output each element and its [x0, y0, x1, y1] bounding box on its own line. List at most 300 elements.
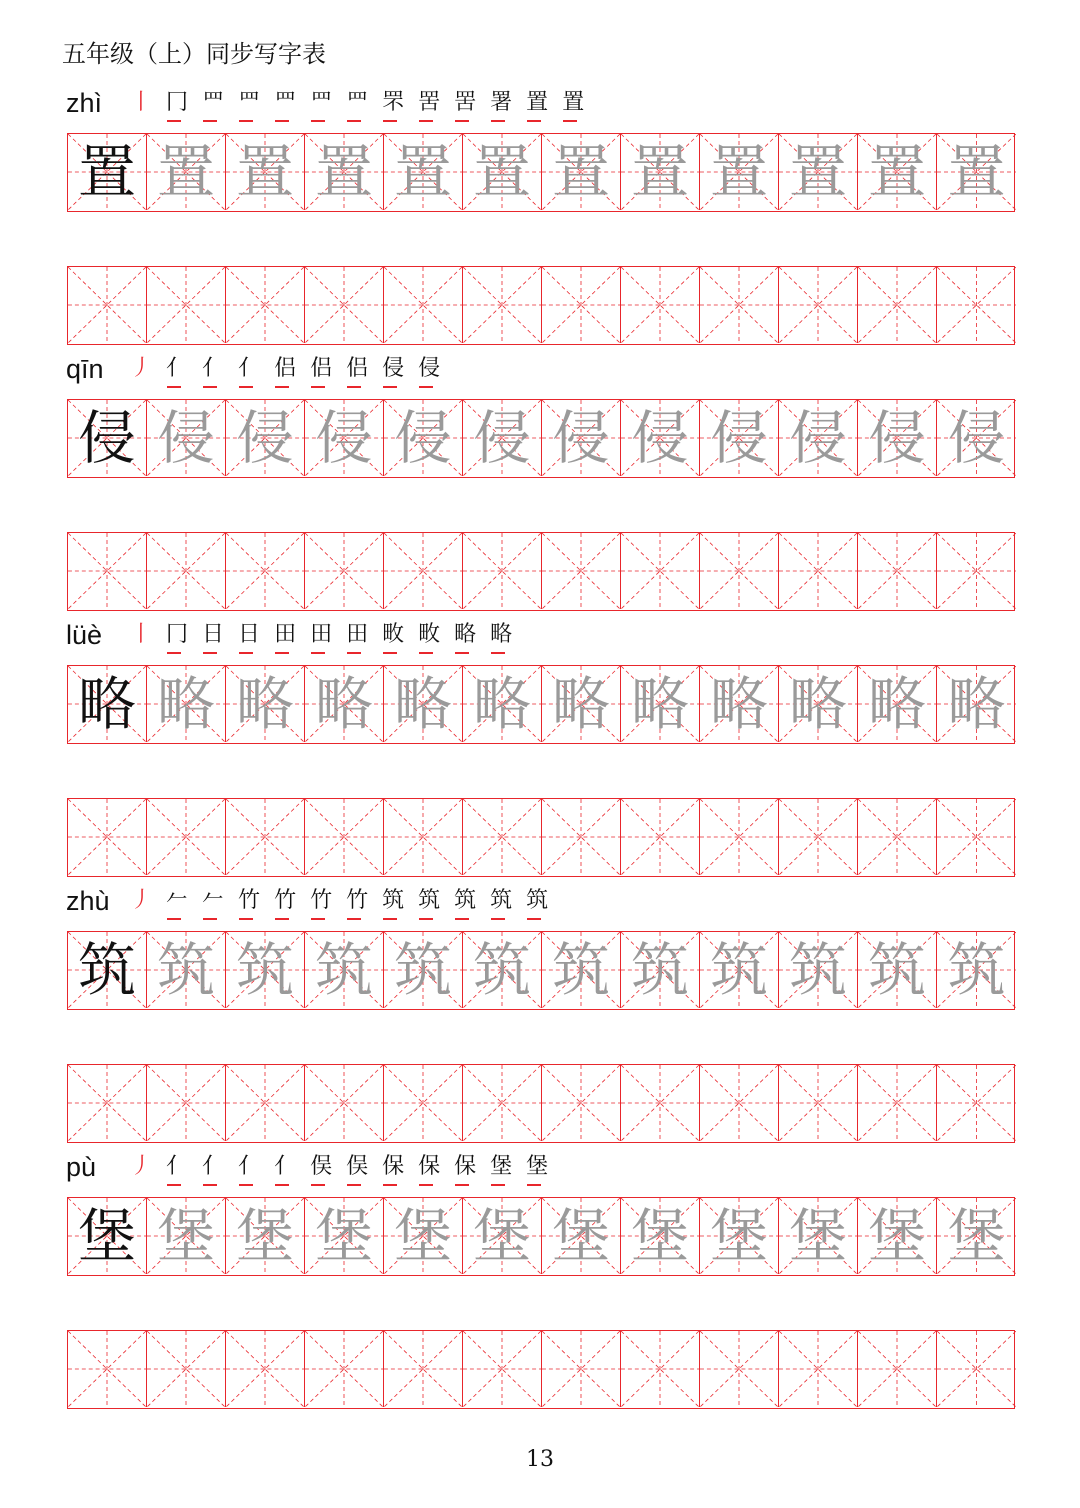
trace-character: 置 [472, 138, 531, 206]
stroke-step: 罒 [200, 88, 226, 124]
practice-cell[interactable] [542, 533, 621, 609]
practice-cell[interactable] [147, 533, 226, 609]
practice-cell[interactable] [226, 267, 305, 343]
trace-cell[interactable] [226, 1198, 305, 1274]
trace-cell[interactable] [226, 932, 305, 1008]
trace-cell[interactable] [779, 1198, 858, 1274]
trace-cell[interactable] [226, 666, 305, 742]
trace-character: 略 [393, 670, 452, 738]
trace-cell[interactable] [147, 666, 226, 742]
mizige-guide-icon [621, 267, 699, 343]
trace-grid-row [67, 133, 1015, 212]
trace-cell[interactable] [542, 666, 621, 742]
trace-character: 略 [947, 670, 1006, 738]
mizige-guide-icon [779, 533, 857, 609]
practice-cell[interactable] [621, 267, 700, 343]
stroke-step: 置 [560, 88, 586, 124]
mizige-guide-icon [937, 1331, 1016, 1407]
practice-cell[interactable] [226, 1331, 305, 1407]
practice-cell[interactable] [621, 1065, 700, 1141]
practice-cell[interactable] [542, 267, 621, 343]
mizige-guide-icon [621, 1331, 699, 1407]
stroke-step: 丿 [130, 888, 153, 913]
practice-cell[interactable] [700, 1065, 779, 1141]
trace-cell[interactable] [621, 400, 700, 476]
trace-character: 置 [551, 138, 610, 206]
trace-character: 筑 [393, 936, 452, 1004]
stroke-step: 丨 [130, 90, 153, 115]
practice-cell[interactable] [937, 1065, 1016, 1141]
trace-character: 筑 [156, 936, 215, 1004]
mizige-guide-icon [779, 267, 857, 343]
mizige-guide-icon [147, 533, 225, 609]
practice-grid-row [67, 798, 1015, 877]
trace-character: 置 [788, 138, 847, 206]
trace-cell[interactable] [937, 400, 1016, 476]
mizige-guide-icon [384, 533, 462, 609]
trace-cell[interactable] [937, 1198, 1016, 1274]
stroke-step: 日 [200, 620, 226, 656]
trace-character: 略 [551, 670, 610, 738]
mizige-guide-icon [700, 1331, 778, 1407]
trace-cell[interactable] [305, 932, 384, 1008]
mizige-guide-icon [858, 1331, 936, 1407]
trace-character: 置 [235, 138, 294, 206]
trace-character: 筑 [709, 936, 768, 1004]
practice-cell[interactable] [621, 1331, 700, 1407]
practice-cell[interactable] [621, 799, 700, 875]
stroke-step: 罒 [236, 88, 262, 124]
practice-cell[interactable] [68, 533, 147, 609]
trace-cell[interactable] [384, 400, 463, 476]
stroke-step: 保 [380, 1152, 406, 1188]
mizige-guide-icon [305, 799, 383, 875]
practice-cell[interactable] [463, 1065, 542, 1141]
stroke-step: 罒 [344, 88, 370, 124]
practice-cell[interactable] [384, 1065, 463, 1141]
trace-character: 侵 [156, 404, 215, 472]
practice-cell[interactable] [779, 1065, 858, 1141]
practice-cell[interactable] [700, 1331, 779, 1407]
trace-cell[interactable] [226, 134, 305, 210]
trace-character: 筑 [314, 936, 373, 1004]
trace-cell[interactable] [858, 666, 937, 742]
stroke-step: 畋 [416, 620, 442, 656]
mizige-guide-icon [384, 1331, 462, 1407]
trace-cell[interactable] [779, 134, 858, 210]
trace-cell[interactable] [700, 932, 779, 1008]
trace-cell[interactable] [858, 932, 937, 1008]
mizige-guide-icon [147, 799, 225, 875]
practice-cell[interactable] [68, 799, 147, 875]
practice-cell[interactable] [305, 1065, 384, 1141]
practice-cell[interactable] [937, 267, 1016, 343]
practice-cell[interactable] [226, 799, 305, 875]
trace-character: 侵 [947, 404, 1006, 472]
mizige-guide-icon [226, 799, 304, 875]
mizige-guide-icon [226, 267, 304, 343]
trace-character: 筑 [551, 936, 610, 1004]
practice-cell[interactable] [858, 799, 937, 875]
trace-cell[interactable] [384, 666, 463, 742]
practice-cell[interactable] [305, 533, 384, 609]
trace-character: 堡 [630, 1202, 689, 1270]
practice-cell[interactable] [463, 267, 542, 343]
stroke-step: 筑 [416, 886, 442, 922]
mizige-guide-icon [305, 533, 383, 609]
mizige-guide-icon [700, 267, 778, 343]
stroke-step: 罒 [308, 88, 334, 124]
mizige-guide-icon [68, 1065, 146, 1141]
mizige-guide-icon [621, 799, 699, 875]
mizige-guide-icon [700, 1065, 778, 1141]
practice-grid-row [67, 532, 1015, 611]
trace-cell[interactable] [463, 666, 542, 742]
practice-cell[interactable] [858, 533, 937, 609]
trace-character: 堡 [235, 1202, 294, 1270]
stroke-step: 丿 [130, 1154, 153, 1179]
trace-cell[interactable] [542, 1198, 621, 1274]
trace-cell[interactable] [147, 400, 226, 476]
practice-cell[interactable] [305, 799, 384, 875]
stroke-step: 冂 [164, 620, 190, 656]
practice-cell[interactable] [700, 267, 779, 343]
trace-cell[interactable] [384, 1198, 463, 1274]
practice-cell[interactable] [858, 1065, 937, 1141]
mizige-guide-icon [542, 267, 620, 343]
mizige-guide-icon [700, 533, 778, 609]
practice-cell[interactable] [621, 533, 700, 609]
trace-character: 置 [947, 138, 1006, 206]
practice-cell[interactable] [147, 1331, 226, 1407]
stroke-step: 竹 [272, 886, 298, 922]
trace-cell[interactable] [384, 932, 463, 1008]
trace-cell[interactable] [147, 932, 226, 1008]
practice-cell[interactable] [384, 533, 463, 609]
stroke-step: 侵 [416, 354, 442, 390]
mizige-guide-icon [384, 799, 462, 875]
trace-grid-row [67, 665, 1015, 744]
trace-character: 筑 [867, 936, 926, 1004]
stroke-order [128, 886, 550, 922]
practice-cell[interactable] [937, 533, 1016, 609]
practice-cell[interactable] [779, 533, 858, 609]
mizige-guide-icon [937, 267, 1016, 343]
practice-cell[interactable] [147, 799, 226, 875]
trace-cell[interactable] [463, 134, 542, 210]
trace-character: 置 [867, 138, 926, 206]
stroke-step: 署 [488, 88, 514, 124]
stroke-step: 筑 [452, 886, 478, 922]
trace-character: 置 [630, 138, 689, 206]
trace-character: 略 [314, 670, 373, 738]
mizige-guide-icon [463, 267, 541, 343]
pinyin-label: lüè [66, 620, 103, 650]
stroke-step: 亻 [200, 354, 226, 390]
mizige-guide-icon [700, 799, 778, 875]
trace-character: 堡 [947, 1202, 1006, 1270]
stroke-step: 日 [236, 620, 262, 656]
trace-cell[interactable] [858, 134, 937, 210]
stroke-step: 略 [488, 620, 514, 656]
stroke-step: 竹 [344, 886, 370, 922]
practice-cell[interactable] [937, 799, 1016, 875]
trace-character: 筑 [472, 936, 531, 1004]
trace-cell[interactable] [937, 666, 1016, 742]
model-cell[interactable] [68, 1198, 147, 1274]
practice-cell[interactable] [937, 1331, 1016, 1407]
trace-cell[interactable] [305, 134, 384, 210]
trace-cell[interactable] [779, 666, 858, 742]
model-cell[interactable] [68, 134, 147, 210]
practice-cell[interactable] [542, 1331, 621, 1407]
trace-character: 堡 [788, 1202, 847, 1270]
trace-cell[interactable] [226, 400, 305, 476]
stroke-step: 侣 [308, 354, 334, 390]
trace-cell[interactable] [621, 1198, 700, 1274]
mizige-guide-icon [858, 267, 936, 343]
practice-cell[interactable] [305, 267, 384, 343]
practice-cell[interactable] [858, 267, 937, 343]
trace-cell[interactable] [463, 400, 542, 476]
stroke-step: 俣 [344, 1152, 370, 1188]
mizige-guide-icon [542, 1065, 620, 1141]
practice-cell[interactable] [542, 1065, 621, 1141]
mizige-guide-icon [68, 533, 146, 609]
stroke-step: 罘 [380, 88, 406, 124]
stroke-step: 保 [452, 1152, 478, 1188]
mizige-guide-icon [779, 1331, 857, 1407]
stroke-step: 冂 [164, 88, 190, 124]
mizige-guide-icon [621, 1065, 699, 1141]
stroke-step: 罟 [452, 88, 478, 124]
practice-cell[interactable] [463, 1331, 542, 1407]
stroke-step: 略 [452, 620, 478, 656]
trace-character: 略 [788, 670, 847, 738]
trace-cell[interactable] [700, 666, 779, 742]
mizige-guide-icon [779, 799, 857, 875]
trace-character: 堡 [709, 1202, 768, 1270]
trace-character: 堡 [551, 1202, 610, 1270]
stroke-step: 亻 [272, 1152, 298, 1188]
model-cell[interactable] [68, 400, 147, 476]
practice-cell[interactable] [147, 1065, 226, 1141]
mizige-guide-icon [937, 533, 1016, 609]
trace-cell[interactable] [621, 134, 700, 210]
stroke-order [128, 354, 442, 390]
trace-character: 侵 [393, 404, 452, 472]
stroke-step: 丿 [130, 356, 153, 381]
trace-cell[interactable] [463, 1198, 542, 1274]
trace-character: 略 [156, 670, 215, 738]
stroke-step: 堡 [524, 1152, 550, 1188]
trace-character: 堡 [867, 1202, 926, 1270]
trace-cell[interactable] [305, 666, 384, 742]
stroke-step: 筑 [488, 886, 514, 922]
trace-grid-row [67, 399, 1015, 478]
trace-cell[interactable] [700, 1198, 779, 1274]
trace-character: 堡 [393, 1202, 452, 1270]
trace-character: 置 [393, 138, 452, 206]
trace-character: 侵 [235, 404, 294, 472]
character-section [0, 354, 1080, 614]
model-cell[interactable] [68, 666, 147, 742]
trace-cell[interactable] [937, 134, 1016, 210]
mizige-guide-icon [147, 1331, 225, 1407]
trace-character: 略 [235, 670, 294, 738]
stroke-step: 丨 [130, 622, 153, 647]
pinyin-label: qīn [66, 354, 104, 384]
mizige-guide-icon [305, 1331, 383, 1407]
stroke-step: 竹 [308, 886, 334, 922]
trace-grid-row [67, 931, 1015, 1010]
stroke-step: 筑 [380, 886, 406, 922]
practice-cell[interactable] [779, 267, 858, 343]
stroke-step: 田 [272, 620, 298, 656]
stroke-step: 𠂉 [200, 886, 226, 922]
model-character: 筑 [77, 936, 136, 1004]
mizige-guide-icon [305, 267, 383, 343]
page-title: 五年级（上）同步写字表 [62, 40, 326, 68]
trace-character: 筑 [947, 936, 1006, 1004]
practice-cell[interactable] [779, 799, 858, 875]
model-cell[interactable] [68, 932, 147, 1008]
stroke-step: 亻 [164, 354, 190, 390]
trace-cell[interactable] [700, 400, 779, 476]
trace-character: 置 [314, 138, 373, 206]
practice-cell[interactable] [779, 1331, 858, 1407]
stroke-step: 亻 [236, 354, 262, 390]
mizige-guide-icon [542, 1331, 620, 1407]
practice-cell[interactable] [384, 267, 463, 343]
trace-cell[interactable] [937, 932, 1016, 1008]
stroke-step: 罒 [272, 88, 298, 124]
stroke-step: 侣 [344, 354, 370, 390]
practice-cell[interactable] [463, 533, 542, 609]
stroke-order [128, 620, 514, 656]
trace-character: 侵 [472, 404, 531, 472]
stroke-step: 保 [416, 1152, 442, 1188]
trace-character: 侵 [867, 404, 926, 472]
practice-cell[interactable] [858, 1331, 937, 1407]
stroke-step: 置 [524, 88, 550, 124]
mizige-guide-icon [542, 533, 620, 609]
trace-cell[interactable] [542, 400, 621, 476]
stroke-step: 畋 [380, 620, 406, 656]
practice-cell[interactable] [226, 1065, 305, 1141]
stroke-step: 堡 [488, 1152, 514, 1188]
practice-cell[interactable] [305, 1331, 384, 1407]
pinyin-label: zhì [66, 88, 103, 118]
practice-cell[interactable] [384, 1331, 463, 1407]
practice-cell[interactable] [700, 799, 779, 875]
practice-cell[interactable] [68, 1065, 147, 1141]
trace-cell[interactable] [147, 1198, 226, 1274]
trace-cell[interactable] [463, 932, 542, 1008]
mizige-guide-icon [463, 799, 541, 875]
trace-character: 筑 [235, 936, 294, 1004]
trace-character: 堡 [156, 1202, 215, 1270]
mizige-guide-icon [463, 533, 541, 609]
practice-cell[interactable] [226, 533, 305, 609]
stroke-step: 亻 [236, 1152, 262, 1188]
mizige-guide-icon [68, 267, 146, 343]
trace-cell[interactable] [858, 1198, 937, 1274]
character-section [0, 886, 1080, 1146]
trace-cell[interactable] [621, 666, 700, 742]
stroke-order [128, 1152, 550, 1188]
trace-cell[interactable] [700, 134, 779, 210]
practice-cell[interactable] [384, 799, 463, 875]
trace-character: 侵 [551, 404, 610, 472]
trace-character: 置 [156, 138, 215, 206]
trace-cell[interactable] [542, 134, 621, 210]
trace-cell[interactable] [779, 400, 858, 476]
practice-grid-row [67, 266, 1015, 345]
mizige-guide-icon [147, 1065, 225, 1141]
mizige-guide-icon [463, 1331, 541, 1407]
trace-character: 略 [630, 670, 689, 738]
character-section [0, 1152, 1080, 1412]
trace-character: 堡 [314, 1202, 373, 1270]
trace-cell[interactable] [147, 134, 226, 210]
practice-cell[interactable] [68, 267, 147, 343]
practice-cell[interactable] [542, 799, 621, 875]
mizige-guide-icon [68, 1331, 146, 1407]
trace-cell[interactable] [384, 134, 463, 210]
practice-cell[interactable] [463, 799, 542, 875]
trace-cell[interactable] [542, 932, 621, 1008]
stroke-step: 俣 [308, 1152, 334, 1188]
mizige-guide-icon [858, 1065, 936, 1141]
trace-character: 略 [709, 670, 768, 738]
practice-cell[interactable] [68, 1331, 147, 1407]
trace-cell[interactable] [621, 932, 700, 1008]
trace-grid-row [67, 1197, 1015, 1276]
mizige-guide-icon [226, 1331, 304, 1407]
stroke-step: 侵 [380, 354, 406, 390]
stroke-step: 亻 [164, 1152, 190, 1188]
practice-cell[interactable] [147, 267, 226, 343]
practice-cell[interactable] [700, 533, 779, 609]
mizige-guide-icon [226, 1065, 304, 1141]
stroke-step: 侣 [272, 354, 298, 390]
mizige-guide-icon [858, 533, 936, 609]
mizige-guide-icon [305, 1065, 383, 1141]
stroke-step: 筑 [524, 886, 550, 922]
mizige-guide-icon [147, 267, 225, 343]
trace-character: 筑 [788, 936, 847, 1004]
pinyin-label: pù [66, 1152, 97, 1182]
model-character: 略 [77, 670, 136, 738]
trace-character: 堡 [472, 1202, 531, 1270]
mizige-guide-icon [937, 799, 1016, 875]
stroke-step: 罟 [416, 88, 442, 124]
trace-cell[interactable] [858, 400, 937, 476]
trace-cell[interactable] [305, 1198, 384, 1274]
trace-character: 侵 [314, 404, 373, 472]
trace-character: 略 [867, 670, 926, 738]
mizige-guide-icon [621, 533, 699, 609]
trace-cell[interactable] [779, 932, 858, 1008]
mizige-guide-icon [226, 533, 304, 609]
mizige-guide-icon [463, 1065, 541, 1141]
model-character: 堡 [77, 1202, 136, 1270]
trace-cell[interactable] [305, 400, 384, 476]
mizige-guide-icon [858, 799, 936, 875]
trace-character: 侵 [788, 404, 847, 472]
page-number: 13 [526, 1447, 554, 1472]
